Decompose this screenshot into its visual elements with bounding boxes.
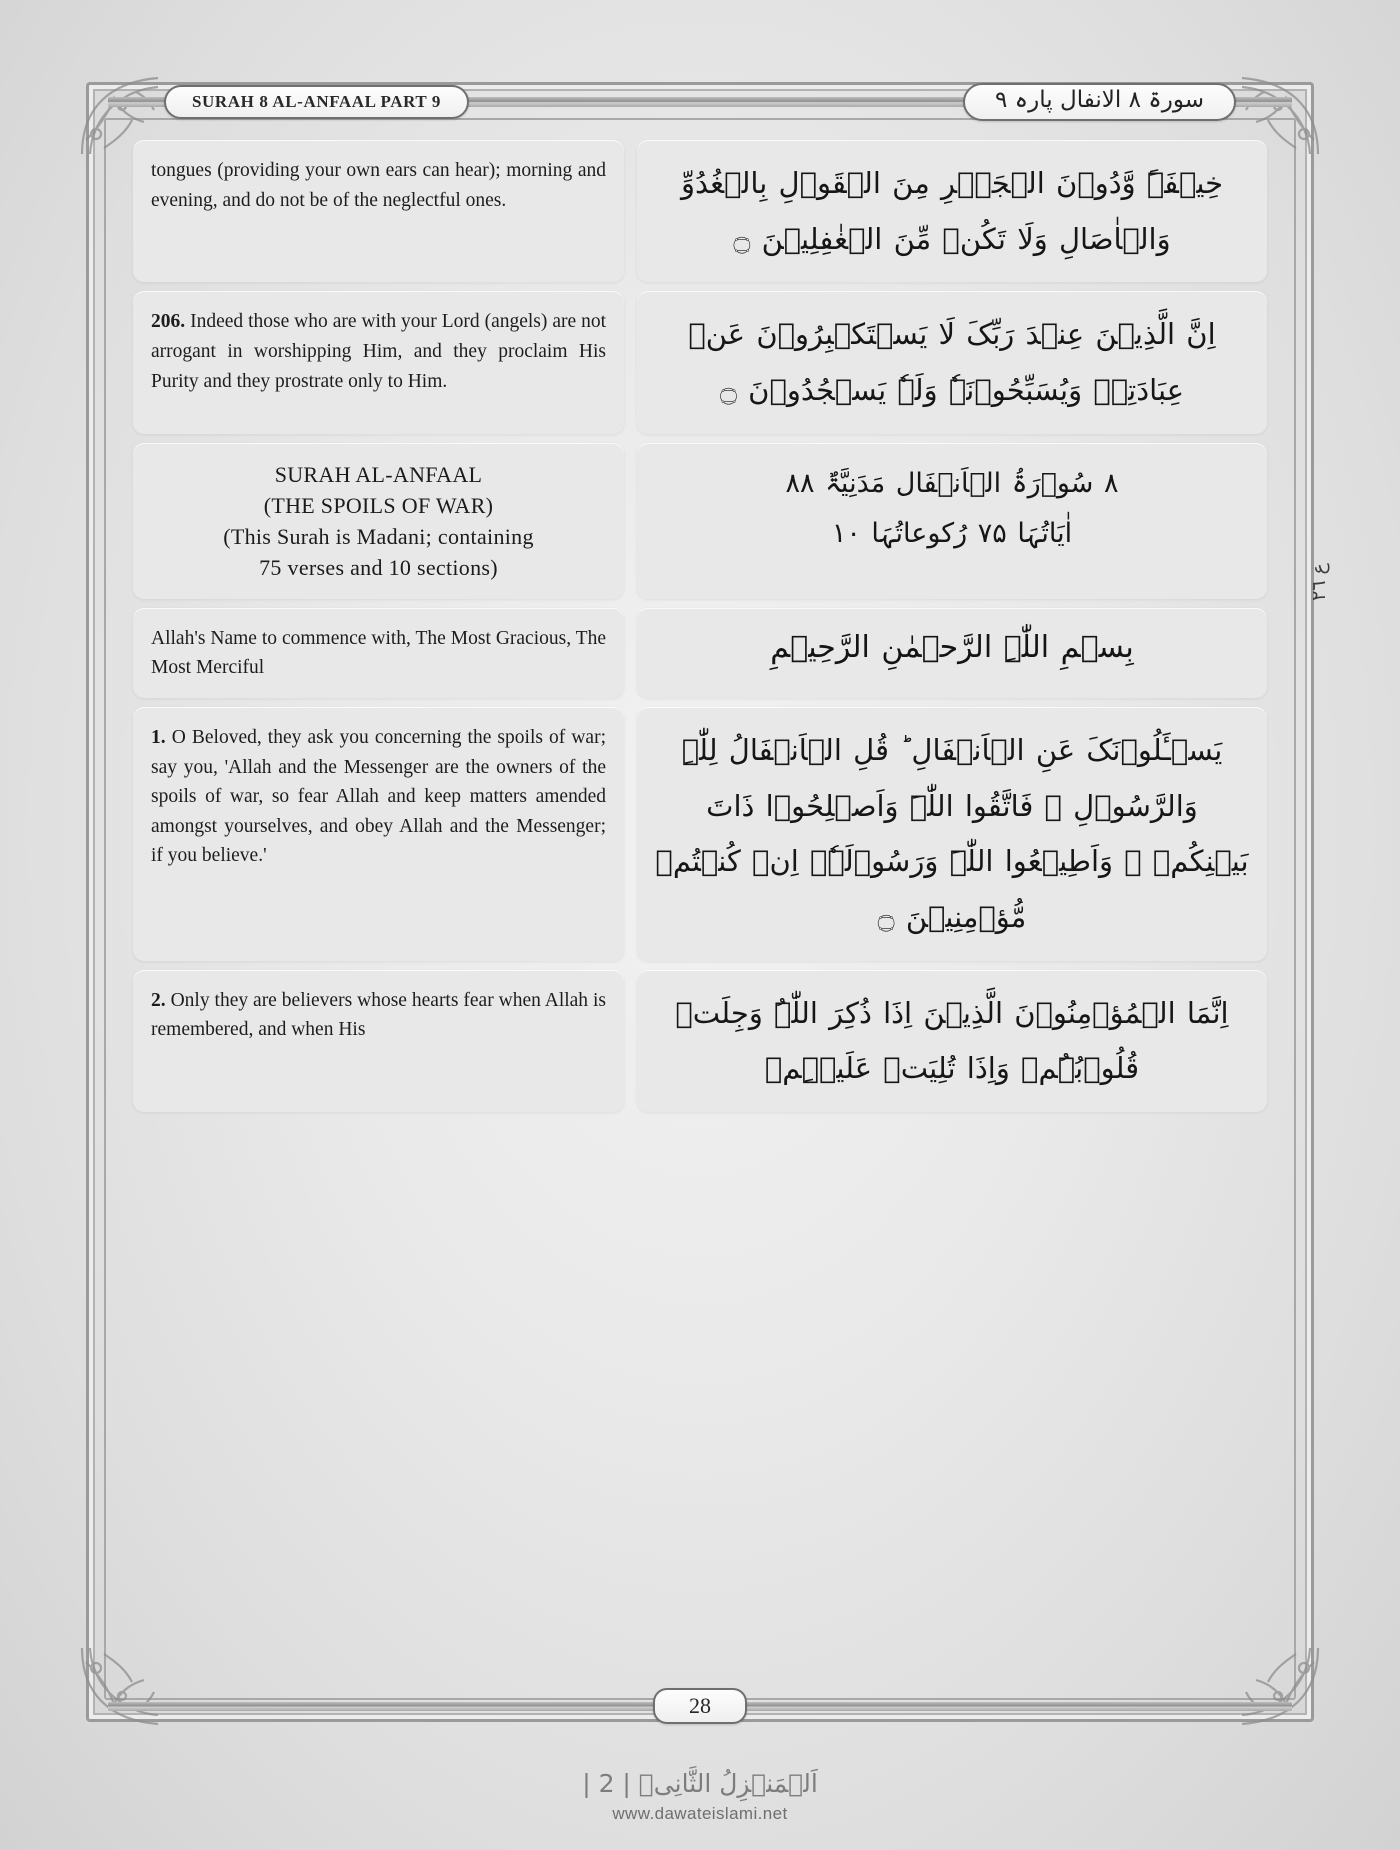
footer-meta [0, 1769, 1400, 1824]
header-surah-title-arabic: سورۃ ۸ الانفال پارہ ۹ [963, 83, 1236, 121]
translation-cell [133, 707, 624, 961]
verse-row-1 [133, 707, 1267, 961]
surah-meaning-english: (THE SPOILS OF WAR) [263, 492, 494, 518]
page-number: 28 [653, 1688, 747, 1724]
header-rule-left [108, 97, 166, 107]
verse-row-205-continuation [133, 140, 1267, 282]
verse-number: 2. [151, 989, 166, 1011]
translation-text: Allah's Name to commence with, The Most Gracious, The Most Merciful [151, 627, 606, 679]
arabic-cell [637, 291, 1267, 433]
footer-rule-right [745, 1702, 1292, 1711]
footer-bar [110, 1684, 1290, 1728]
translation-cell [133, 140, 624, 282]
translation-text: O Beloved, they ask you concerning the spoils of war; say you, 'Allah and the Messenger are the owners of the spoils of war, so fear Allah and keep matters amended amongst yourselves, and obey Allah and the Messenger; if you believe.' [151, 726, 606, 867]
arabic-text: بِسۡمِ اللّٰہِ الرَّحۡمٰنِ الرَّحِیۡمِ [770, 629, 1134, 665]
surah-heading-cell-english [133, 443, 624, 599]
ruku-margin-marker: ع ٢٦ [1308, 563, 1330, 601]
verse-grid [133, 140, 1267, 1690]
surah-info-line-2: 75 verses and 10 sections) [259, 555, 498, 581]
header-surah-title-english: SURAH 8 AL-ANFAAL PART 9 [164, 85, 469, 119]
manzil-label: اَلۡمَنۡزِلُ الثَّانِیۡ | 2 | [582, 1769, 818, 1798]
footer-rule-left [108, 1702, 655, 1711]
bismillah-row [133, 608, 1267, 698]
verse-row-206 [133, 291, 1267, 433]
surah-heading-row [133, 443, 1267, 599]
arabic-cell [637, 707, 1267, 961]
surah-heading-cell-arabic [637, 443, 1267, 599]
translation-cell [133, 970, 624, 1112]
translation-text: Indeed those who are with your Lord (angels) are not arrogant in worshipping Him, and they proclaim His Purity and they prostrate only to Him. [151, 311, 607, 392]
arabic-cell [637, 970, 1267, 1112]
header-rule-middle [467, 97, 965, 107]
translation-text: tongues (providing your own ears can hear); morning and evening, and do not be of the neglectful ones. [151, 160, 606, 211]
bismillah-translation-cell [133, 608, 624, 698]
bismillah-arabic-cell [637, 608, 1267, 698]
translation-text: Only they are believers whose hearts fear when Allah is remembered, and when His [151, 989, 607, 1041]
arabic-cell [637, 140, 1267, 282]
surah-info-line-1: (This Surah is Madani; containing [223, 524, 534, 550]
arabic-text: یَسۡـَٔلُوۡنَکَ عَنِ الۡاَنۡفَالِ ؕ قُلِ الۡاَنۡفَالُ لِلّٰہِ وَالرَّسُوۡلِ ۚ فَاتَّقُوا اللّٰہَ وَاَصۡلِحُوۡا ذَاتَ بَیۡنِکُمۡ ۪ وَاَطِیۡعُوا اللّٰہَ وَرَسُوۡلَہٗۤ اِنۡ کُنۡتُمۡ مُّؤۡمِنِیۡنَ ۝ [655, 732, 1249, 934]
verse-number: 1. [151, 726, 166, 748]
verse-number: 206. [151, 311, 186, 333]
translation-cell [133, 291, 624, 433]
surah-name-arabic: ۸ سُوۡرَۃُ الۡاَنۡفَال مَدَنِیَّۃٌ ۸۸ [785, 467, 1119, 499]
page-header [110, 78, 1290, 126]
surah-counts-arabic: اٰیَاتُہَا ۷۵ رُکوعاتُہَا ۱۰ [831, 517, 1073, 549]
arabic-text: خِیۡفَۃً وَّدُوۡنَ الۡجَہۡرِ مِنَ الۡقَوۡلِ بِالۡغُدُوِّ وَالۡاٰصَالِ وَلَا تَکُنۡ مِّنَ الۡغٰفِلِیۡنَ ۝ [680, 166, 1224, 256]
website-url[interactable]: www.dawateislami.net [612, 1804, 788, 1823]
verse-row-2 [133, 970, 1267, 1112]
surah-name-english: SURAH AL-ANFAAL [274, 461, 483, 487]
arabic-text: اِنَّ الَّذِیۡنَ عِنۡدَ رَبِّکَ لَا یَسۡتَکۡبِرُوۡنَ عَنۡ عِبَادَتِہٖ وَیُسَبِّحُوۡنَہٗ وَلَہٗ یَسۡجُدُوۡنَ ۝ [688, 317, 1216, 408]
header-rule-right [1234, 97, 1292, 107]
arabic-text: اِنَّمَا الۡمُؤۡمِنُوۡنَ الَّذِیۡنَ اِذَا ذُکِرَ اللّٰہُ وَجِلَتۡ قُلُوۡبُہُمۡ وَاِذَا تُلِیَتۡ عَلَیۡہِمۡ [675, 995, 1229, 1086]
